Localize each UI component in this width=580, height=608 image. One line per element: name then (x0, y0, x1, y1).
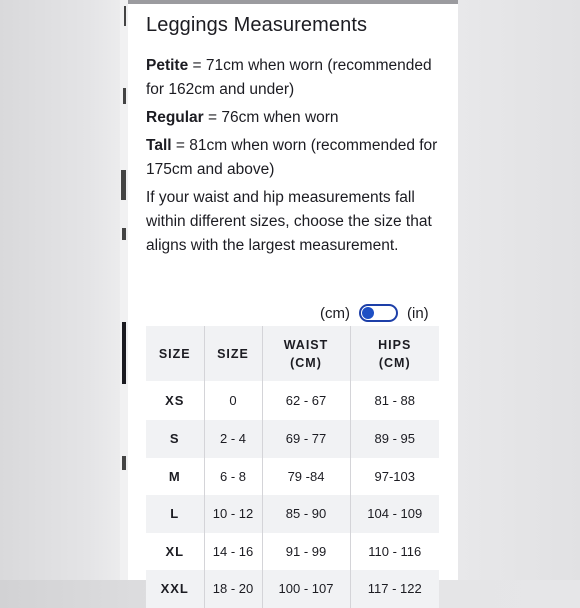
size-advice: If your waist and hip measurements fall within different sizes, choose the size that aligns with the largest measurement. (146, 189, 432, 254)
size-letter-cell: S (146, 420, 204, 458)
table-row (146, 458, 439, 496)
background-glyph (122, 228, 126, 240)
table-row (146, 533, 439, 571)
hips-cell: 110 - 116 (350, 533, 439, 571)
waist-cell: 69 - 77 (262, 420, 350, 458)
table-row (146, 495, 439, 533)
size-letter-cell: XXL (146, 570, 204, 608)
header-waist: WAIST (CM) (262, 326, 350, 381)
size-table (146, 326, 439, 608)
inseam-tall (146, 134, 446, 182)
background-glyph (122, 322, 126, 384)
inseam-petite (146, 54, 446, 102)
size-number-cell: 0 (204, 381, 262, 420)
background-glyph (121, 170, 126, 200)
header-size-number: SIZE (204, 326, 262, 381)
size-letter-cell: M (146, 458, 204, 496)
hips-cell: 104 - 109 (350, 495, 439, 533)
size-number-cell: 6 - 8 (204, 458, 262, 496)
unit-label-in[interactable]: (in) (407, 304, 429, 322)
background-right (456, 0, 580, 580)
table-row (146, 381, 439, 420)
inseam-name: Petite (146, 57, 189, 74)
hips-cell: 89 - 95 (350, 420, 439, 458)
inseam-regular (146, 106, 446, 130)
waist-cell: 100 - 107 (262, 570, 350, 608)
inseam-detail: = 76cm when worn (203, 109, 339, 126)
table-header-row (146, 326, 439, 381)
background-left (0, 0, 126, 580)
switch-knob (362, 307, 374, 319)
size-number-cell: 2 - 4 (204, 420, 262, 458)
waist-cell: 62 - 67 (262, 381, 350, 420)
background-glyph (123, 88, 126, 104)
size-number-cell: 10 - 12 (204, 495, 262, 533)
hips-cell: 97-103 (350, 458, 439, 496)
unit-label-cm[interactable]: (cm) (320, 304, 350, 322)
size-letter-cell: XL (146, 533, 204, 571)
header-size-letter: SIZE (146, 326, 204, 381)
size-letter-cell: L (146, 495, 204, 533)
inseam-description (146, 54, 446, 262)
background-glyph (122, 456, 126, 470)
unit-toggle (320, 303, 429, 323)
waist-cell: 79 -84 (262, 458, 350, 496)
table-row (146, 570, 439, 608)
waist-cell: 91 - 99 (262, 533, 350, 571)
background-glyph (124, 6, 126, 26)
size-number-cell: 18 - 20 (204, 570, 262, 608)
panel-title: Leggings Measurements (146, 14, 368, 36)
inseam-name: Tall (146, 137, 172, 154)
waist-cell: 85 - 90 (262, 495, 350, 533)
inseam-detail: = 71cm when worn (recommended for 162cm and under) (146, 57, 432, 98)
inseam-detail: = 81cm when worn (recommended for 175cm and above) (146, 137, 438, 178)
size-letter-cell: XS (146, 381, 204, 420)
inseam-name: Regular (146, 109, 204, 126)
hips-cell: 81 - 88 (350, 381, 439, 420)
size-number-cell: 14 - 16 (204, 533, 262, 571)
hips-cell: 117 - 122 (350, 570, 439, 608)
size-guide-panel (128, 0, 458, 597)
header-hips: HIPS (CM) (350, 326, 439, 381)
table-row (146, 420, 439, 458)
unit-switch[interactable] (359, 304, 398, 322)
